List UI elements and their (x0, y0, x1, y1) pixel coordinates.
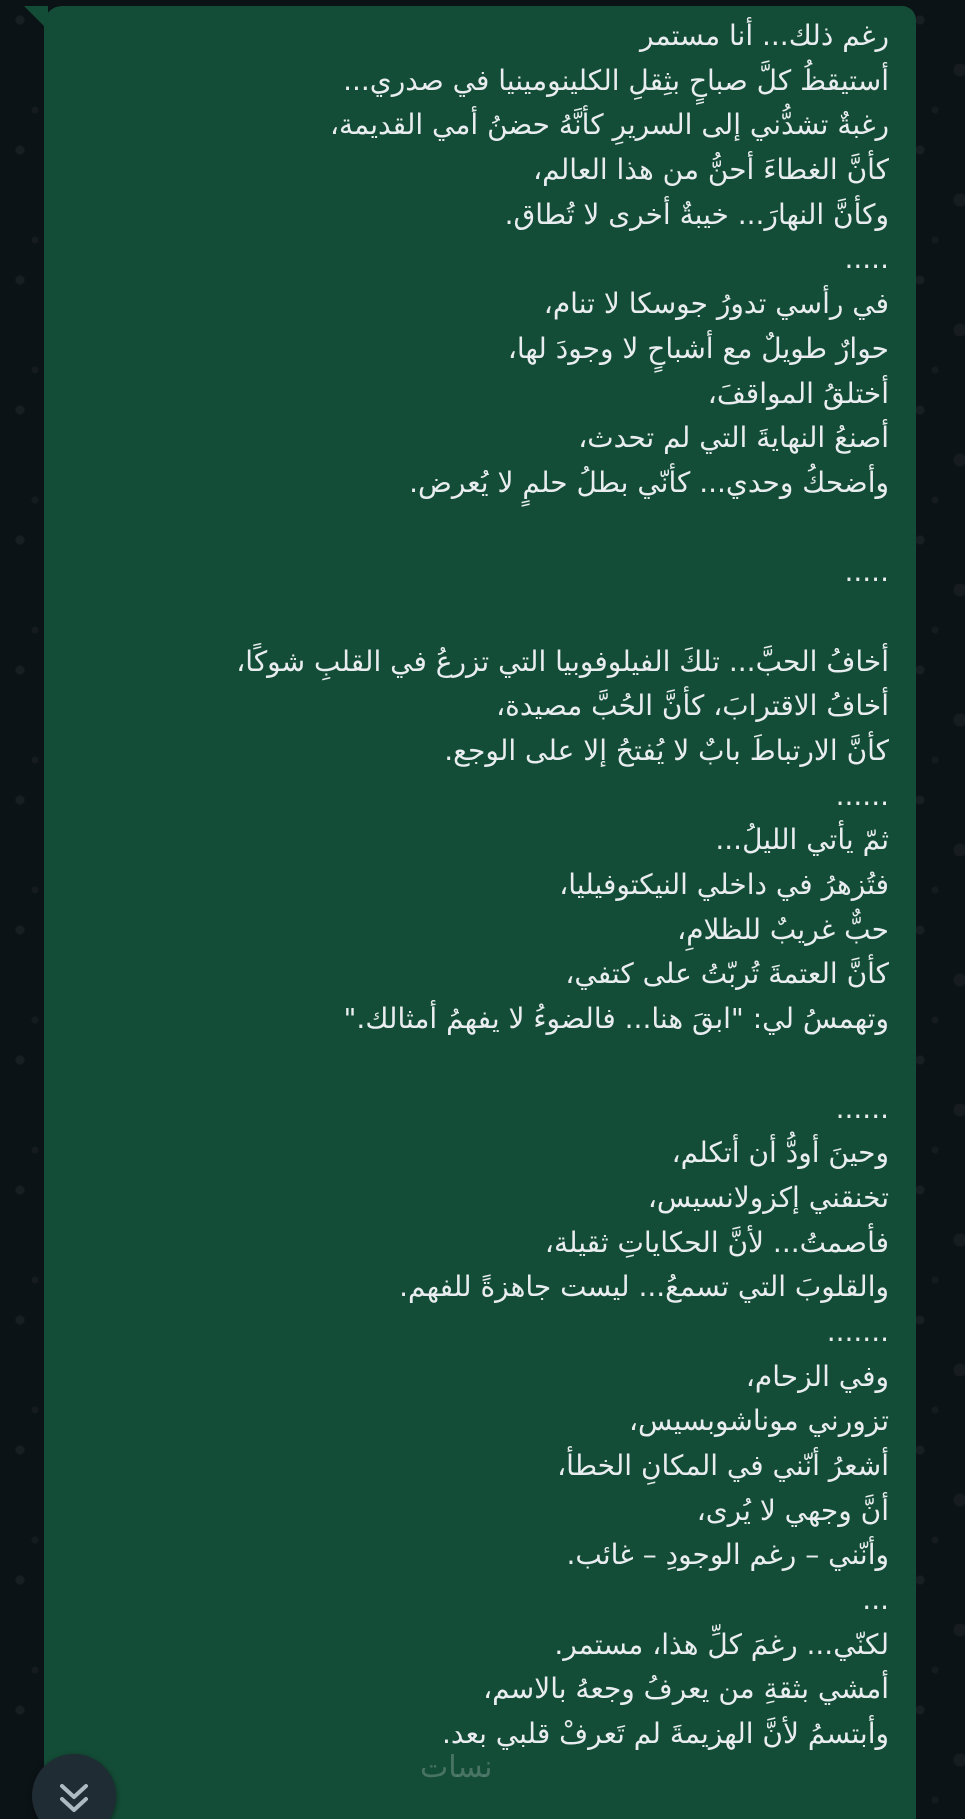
message-line: أخافُ الاقترابَ، كأنَّ الحُبَّ مصيدة، (496, 689, 889, 723)
message-line: ...... (835, 1091, 889, 1125)
message-line: أستيقظُ كلَّ صباحٍ بثِقلِ الكلينومينيا في صدري... (343, 63, 889, 97)
message-line: وأضحكُ وحدي... كأنّي بطلُ حلمٍ لا يُعرض. (409, 465, 889, 499)
message-line: وحينَ أودُّ أن أتكلم، (671, 1136, 889, 1170)
message-text (89, 14, 889, 1757)
message-line: أخافُ الحبَّ... تلكَ الفيلوفوبيا التي تزرعُ في القلبِ شوكًا، (236, 644, 889, 678)
message-line: والقلوبَ التي تسمعُ... ليست جاهزةً للفهم. (399, 1270, 889, 1304)
message-line: وكأنَّ النهارَ... خيبةٌ أخرى لا تُطاق. (504, 197, 889, 231)
message-line: كأنَّ العتمةَ تُربّتُ على كتفي، (565, 957, 889, 991)
message-line (89, 506, 889, 551)
message-line: ... (862, 1583, 889, 1617)
message-line: ..... (844, 242, 889, 276)
message-line (89, 595, 889, 640)
message-line: ثمّ يأتي الليلُ... (715, 823, 889, 857)
message-line: ..... (844, 555, 889, 589)
message-line: أشعرُ أنّني في المكانِ الخطأ، (557, 1449, 889, 1482)
message-line: حوارٌ طويلٌ مع أشباحٍ لا وجودَ لها، (507, 331, 889, 365)
message-line: رغم ذلك... أنا مستمر (640, 19, 889, 52)
message-line: ...... (835, 778, 889, 812)
message-line: فتُزهرُ في داخلي النيكتوفيليا، (559, 868, 889, 902)
message-line: أنَّ وجهي لا يُرى، (696, 1493, 889, 1527)
message-line: وفي الزحام، (745, 1359, 889, 1393)
message-line: تزورني موناشوبسيس، (629, 1404, 889, 1438)
message-line: أصنعُ النهايةَ التي لم تحدث، (578, 421, 889, 455)
message-line: رغبةٌ تشدُّني إلى السريرِ كأنَّهُ حضنُ أمي القديمة، (329, 108, 889, 142)
message-line: وأبتسمُ لأنَّ الهزيمةَ لم تَعرفْ قلبي بعد. (441, 1717, 889, 1751)
message-line: حبٌّ غريبٌ للظلامِ، (677, 912, 889, 946)
message-line: كأنَّ الغطاءَ أحنُّ من هذا العالم، (533, 153, 889, 187)
message-line: وأنّني – رغم الوجودِ – غائب. (566, 1538, 889, 1572)
message-line: كأنَّ الارتباطَ بابٌ لا يُفتحُ إلا على الوجع. (444, 734, 889, 767)
message-line: فأصمتُ... لأنَّ الحكاياتِ ثقيلة، (544, 1225, 889, 1259)
message-line: لكنّي... رغمَ كلِّ هذا، مستمر. (554, 1627, 889, 1661)
message-line: أمشي بثقةِ من يعرفُ وجعهُ بالاسم، (483, 1672, 889, 1706)
message-line: ....... (826, 1314, 889, 1348)
double-chevron-down-icon (54, 1778, 94, 1818)
message-line: أختلقُ المواقفَ، (707, 376, 889, 410)
message-line: في رأسي تدورُ جوسكا لا تنام، (543, 287, 889, 321)
message-line: وتهمسُ لي: "ابقَ هنا... فالضوءُ لا يفهمُ أمثالك." (343, 1002, 889, 1036)
watermark: نسات (420, 1750, 493, 1785)
message-line: تخنقني إكزولانسيس، (647, 1180, 889, 1214)
message-line (89, 1042, 889, 1087)
